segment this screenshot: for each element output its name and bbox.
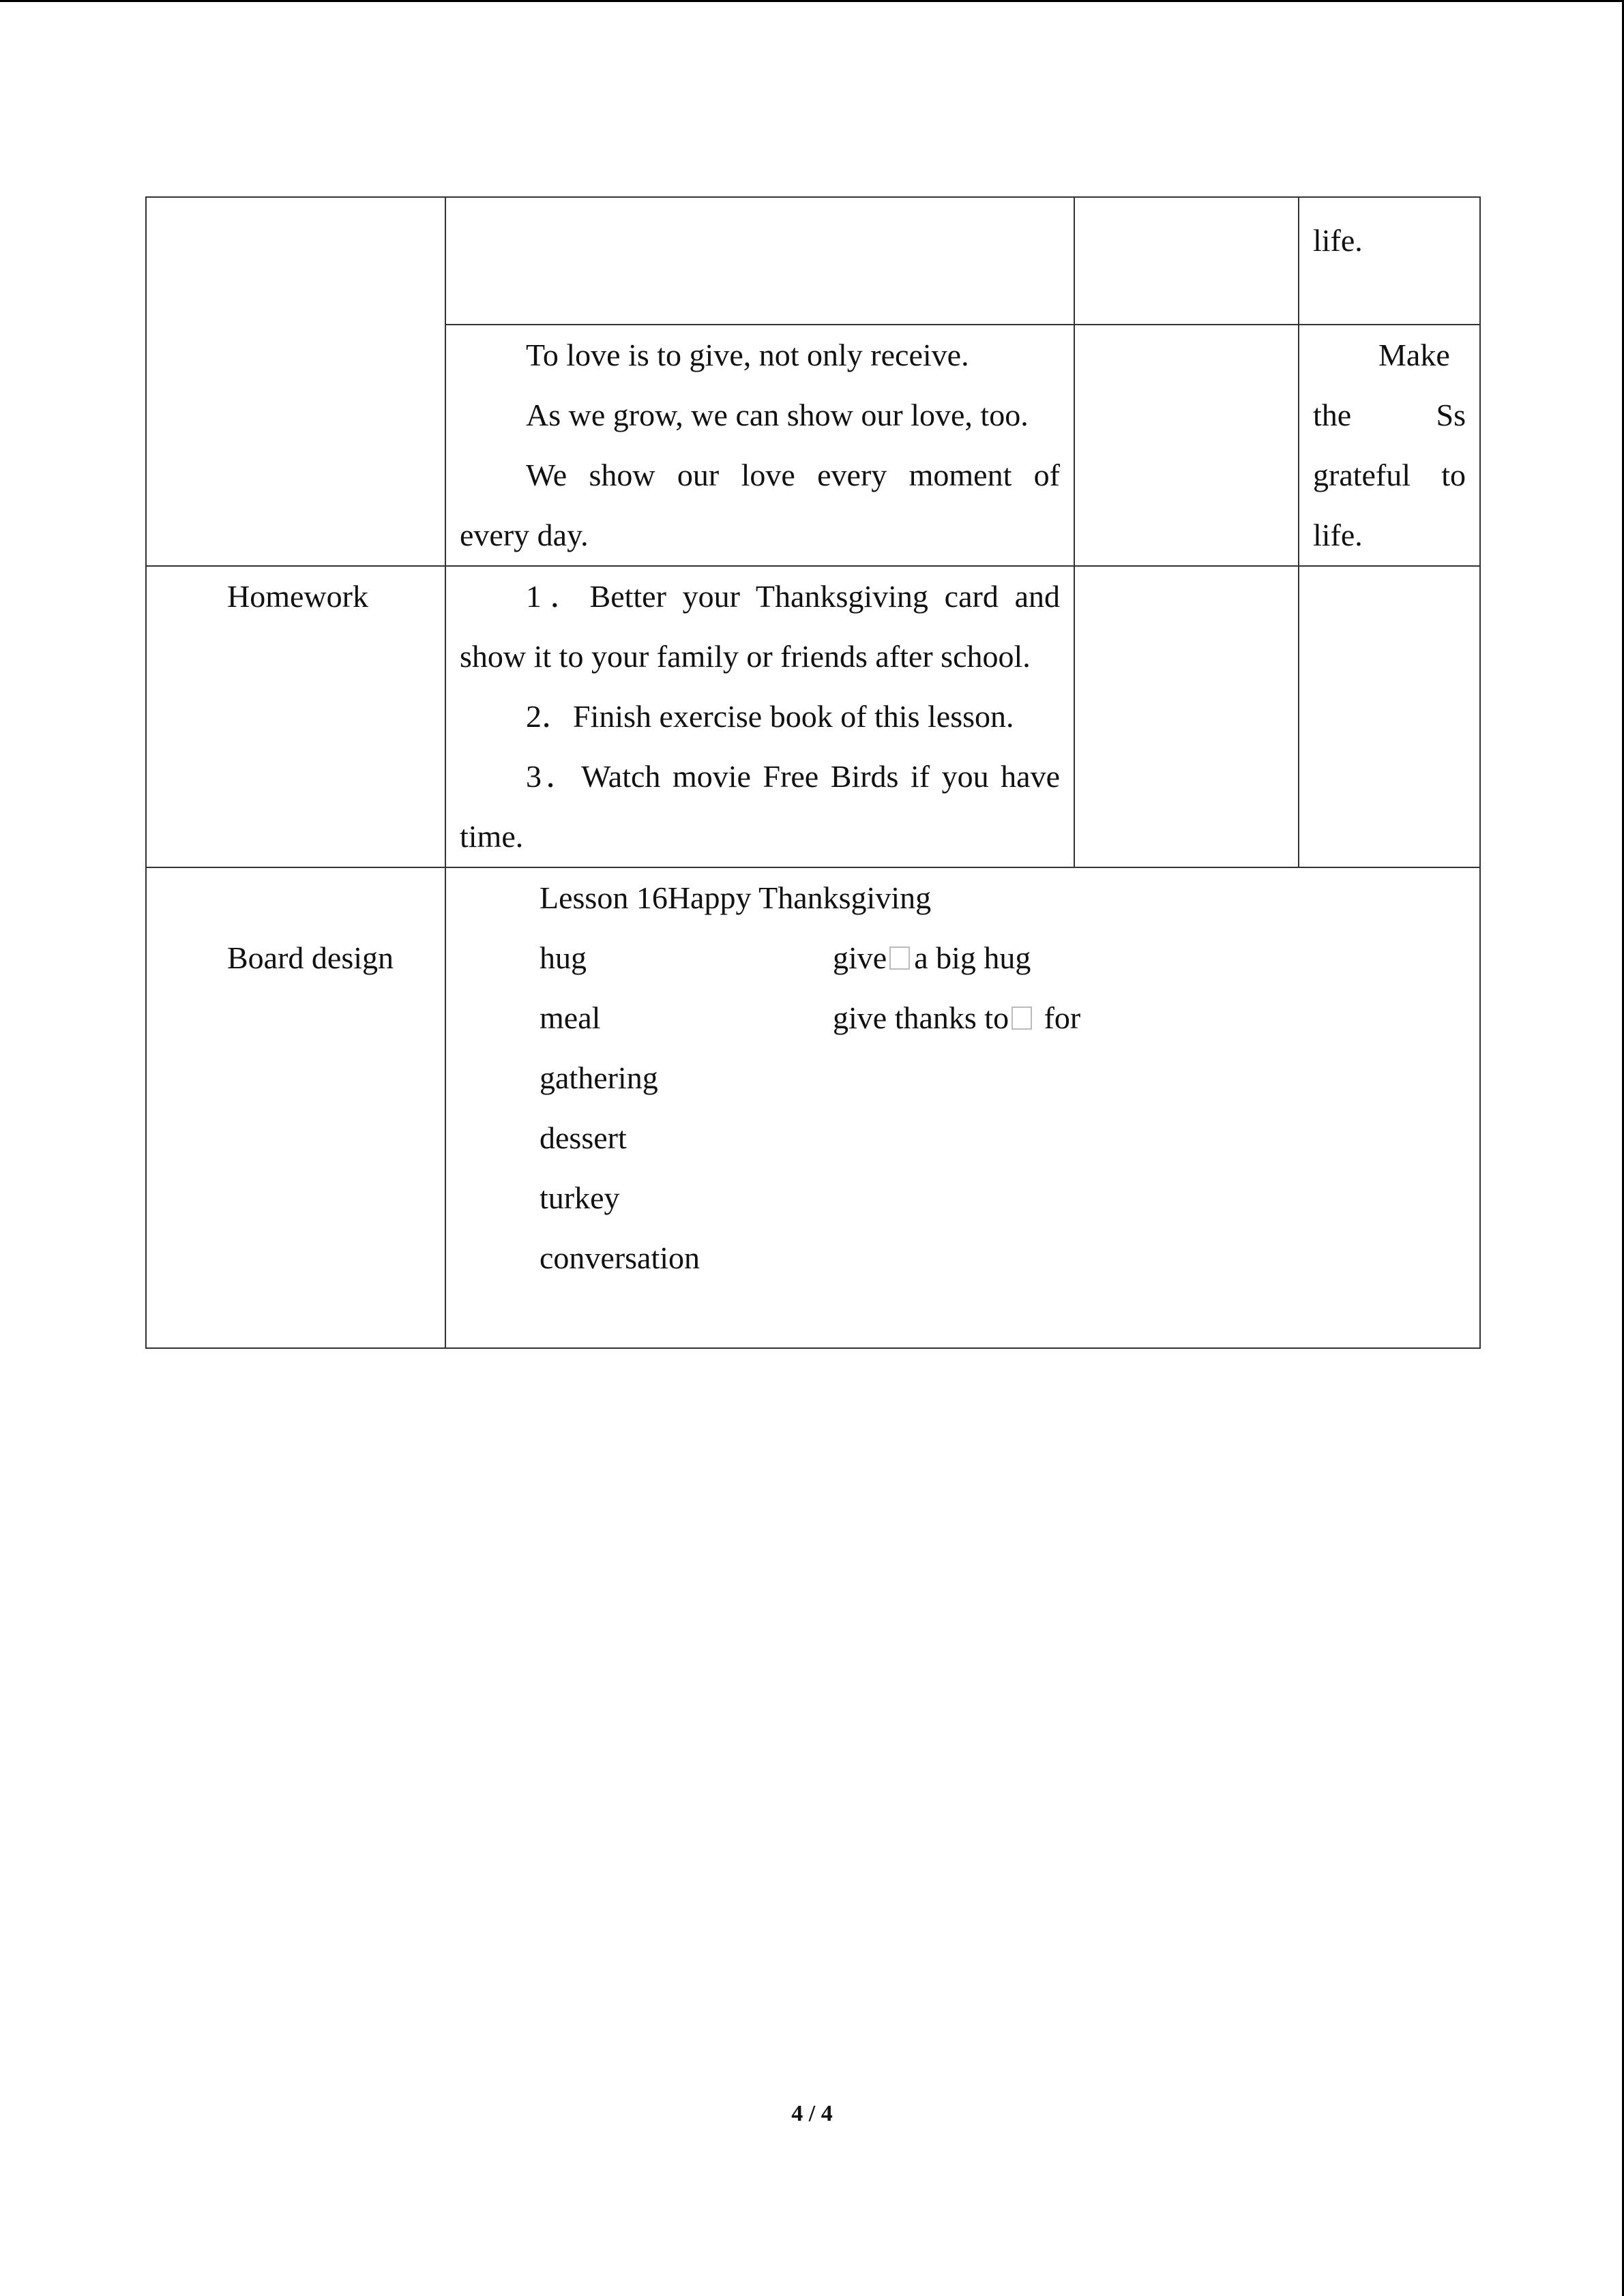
purpose-line: grateful to	[1313, 458, 1466, 492]
board-line	[460, 1048, 1479, 1108]
table-row	[146, 566, 1480, 867]
board-title: Lesson 16Happy Thanksgiving	[540, 880, 932, 915]
empty-method-cell	[1074, 325, 1299, 566]
blank-box-icon	[1012, 1007, 1032, 1030]
board-word: dessert	[540, 1120, 627, 1155]
board-line	[460, 1228, 1479, 1288]
phrase-text: for	[1036, 1000, 1081, 1035]
phrase-text: give thanks to	[833, 1000, 1009, 1035]
board-label-cell	[146, 867, 445, 1348]
purpose-line: Make	[1378, 338, 1450, 372]
homework-line: time.	[460, 819, 524, 854]
page-number: 4 / 4	[791, 2101, 833, 2126]
homework-content-cell	[445, 566, 1074, 867]
page-frame-top	[0, 0, 1624, 2]
empty-content-cell	[445, 197, 1074, 325]
table-row	[146, 867, 1480, 1348]
phrase-text: a big hug	[914, 940, 1031, 975]
board-word: turkey	[540, 1180, 620, 1215]
table-row	[146, 197, 1480, 325]
content-line: every day.	[460, 518, 589, 552]
board-word: gathering	[540, 1060, 658, 1095]
homework-line: 1．Better your Thanksgiving card and	[526, 579, 1060, 614]
content-cell	[445, 325, 1074, 566]
purpose-cell	[1299, 325, 1480, 566]
board-line	[460, 928, 1479, 988]
lesson-plan-table	[145, 196, 1481, 1349]
board-line	[460, 1168, 1479, 1228]
board-word: conversation	[540, 1240, 700, 1275]
board-word: hug	[540, 940, 587, 975]
content-line: To love is to give, not only receive.	[526, 338, 969, 372]
board-content-cell	[445, 867, 1480, 1348]
board-title-line	[460, 868, 1479, 928]
row-label: Board design	[227, 940, 394, 975]
blank-box-icon	[889, 946, 910, 970]
purpose-line: the Ss	[1313, 398, 1466, 432]
purpose-line: life.	[1313, 518, 1363, 552]
phrase-text: give	[833, 940, 887, 975]
content-line: We show our love every moment of	[526, 458, 1060, 492]
empty-method-cell	[1074, 197, 1299, 325]
empty-label-cell	[146, 197, 445, 566]
empty-purpose-cell	[1299, 566, 1480, 867]
board-line	[460, 988, 1479, 1048]
purpose-cell	[1299, 197, 1480, 325]
homework-line: show it to your family or friends after school.	[460, 639, 1031, 674]
board-line	[460, 1108, 1479, 1168]
empty-method-cell	[1074, 566, 1299, 867]
board-phrase	[833, 928, 1031, 988]
homework-line: 2．Finish exercise book of this lesson.	[526, 699, 1014, 734]
purpose-text: life.	[1313, 223, 1363, 258]
homework-line: 3．Watch movie Free Birds if you have	[526, 759, 1060, 794]
board-word: meal	[540, 1000, 601, 1035]
board-phrase	[833, 988, 1080, 1048]
row-label: Homework	[227, 579, 368, 614]
content-line: As we grow, we can show our love, too.	[526, 398, 1029, 432]
homework-label-cell	[146, 566, 445, 867]
